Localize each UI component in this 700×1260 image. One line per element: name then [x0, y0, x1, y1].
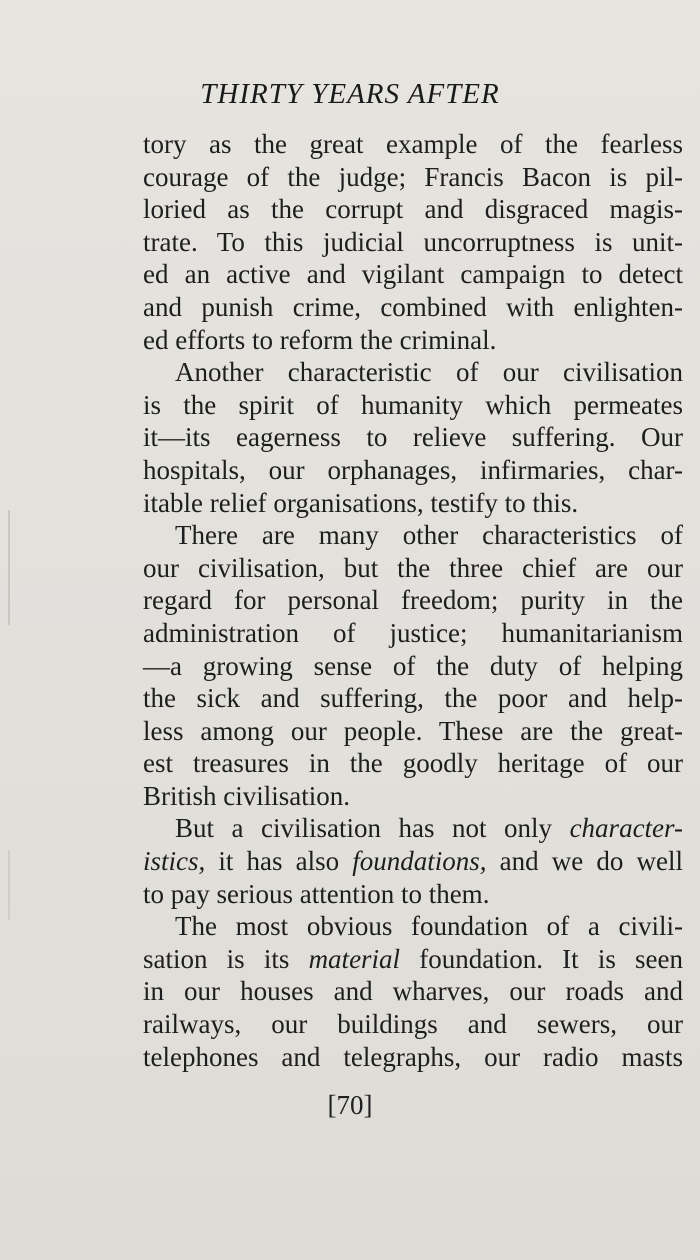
text-line: administration of justice; humanitarianism [143, 617, 683, 648]
italic-term: character- [569, 813, 683, 844]
text-line: ed an active and vigilant campaign to detect [143, 259, 683, 290]
text-line: There are many other characteristics of [175, 520, 683, 551]
text-line: railways, our buildings and sewers, our [143, 1009, 683, 1040]
text-line [143, 812, 683, 845]
text-run: and we do well [486, 846, 683, 877]
italic-term: istics, [143, 846, 206, 877]
text-line: regard for personal freedom; purity in the [143, 585, 683, 616]
page-edge-mark [8, 850, 10, 920]
text-line: it—its eagerness to relieve suffering. Our [143, 422, 683, 453]
text-line: —a growing sense of the duty of helping [143, 650, 683, 681]
text-line: itable relief organisations, testify to this. [143, 487, 579, 518]
text-run: sation is its [143, 943, 309, 974]
page-number: [70] [327, 1090, 373, 1120]
text-line: British civilisation. [143, 780, 350, 811]
text-line: our civilisation, but the three chief are our [143, 552, 683, 583]
text-run: foundation. It is seen [400, 943, 683, 974]
italic-term: material [308, 943, 401, 974]
text-line: loried as the corrupt and disgraced magis- [143, 194, 683, 225]
text-line: ed efforts to reform the criminal. [143, 324, 497, 355]
text-line: courage of the judge; Francis Bacon is pil- [143, 161, 683, 192]
running-header: THIRTY YEARS AFTER [200, 78, 500, 110]
text-line: is the spirit of humanity which permeates [143, 389, 683, 420]
text-line: telephones and telegraphs, our radio masts [143, 1041, 683, 1072]
text-run: it has also [205, 846, 353, 877]
text-line [143, 845, 683, 878]
text-line: est treasures in the goodly heritage of our [143, 748, 683, 779]
text-line: the sick and suffering, the poor and help- [143, 683, 683, 714]
text-line: hospitals, our orphanages, infirmaries, char- [143, 454, 683, 485]
text-line: tory as the great example of the fearless [143, 129, 683, 159]
text-line: less among our people. These are the great- [143, 715, 683, 746]
italic-term: foundations, [352, 846, 487, 877]
text-run: But a civilisation has not only [175, 813, 570, 844]
page-body [143, 128, 683, 1073]
text-line: in our houses and wharves, our roads and [143, 976, 683, 1007]
text-line: Another characteristic of our civilisation [175, 357, 683, 388]
text-line: The most obvious foundation of a civili- [175, 911, 683, 942]
text-line: and punish crime, combined with enlighten- [143, 291, 683, 322]
text-line: trate. To this judicial uncorruptness is unit- [143, 226, 683, 257]
text-line [143, 943, 683, 976]
page-edge-mark [8, 510, 10, 625]
text-line: to pay serious attention to them. [143, 878, 490, 909]
